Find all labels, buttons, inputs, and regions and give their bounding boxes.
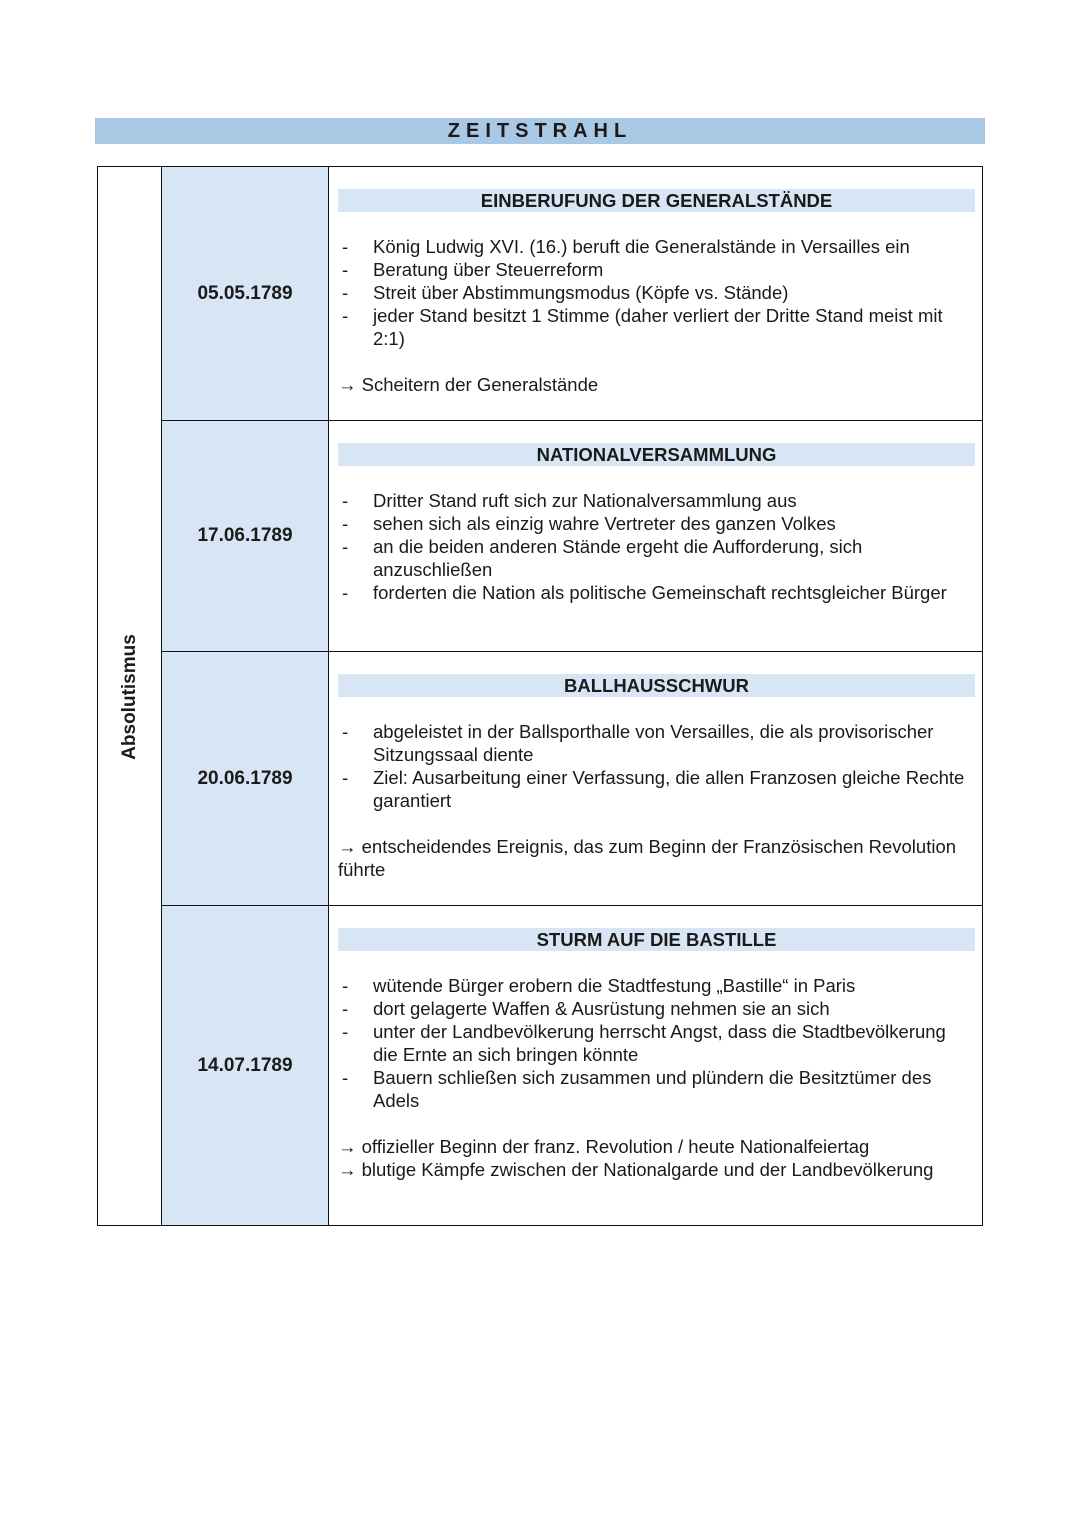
conclusion-line: → blutige Kämpfe zwischen der Nationalgarde und der Landbevölkerung [338, 1159, 934, 1180]
event-content [329, 906, 982, 1225]
era-column [98, 167, 162, 1225]
event-content [329, 421, 982, 651]
timeline-table [97, 166, 983, 1226]
conclusion-line: → Scheitern der Generalstände [338, 374, 599, 395]
event-points [338, 489, 975, 604]
event-date: 14.07.1789 [162, 906, 329, 1225]
event-content [329, 652, 982, 905]
list-item: - König Ludwig XVI. (16.) beruft die Generalstände in Versailles ein [338, 235, 975, 258]
list-item: - Bauern schließen sich zusammen und plündern die Besitztümer des Adels [338, 1066, 975, 1112]
event-points [338, 720, 975, 812]
event-points [338, 235, 975, 350]
event-conclusion [338, 835, 975, 881]
list-item: - Ziel: Ausarbeitung einer Verfassung, die allen Franzosen gleiche Rechte garantiert [338, 766, 975, 812]
list-item: - Streit über Abstimmungsmodus (Köpfe vs. Stände) [338, 281, 975, 304]
page-title: ZEITSTRAHL [95, 118, 985, 144]
event-conclusion [338, 1135, 975, 1181]
event-date: 20.06.1789 [162, 652, 329, 905]
list-item: - dort gelagerte Waffen & Ausrüstung nehmen sie an sich [338, 997, 975, 1020]
event-points [338, 974, 975, 1112]
list-item: - Beratung über Steuerreform [338, 258, 975, 281]
event-heading: EINBERUFUNG DER GENERALSTÄNDE [338, 189, 975, 212]
event-heading: STURM AUF DIE BASTILLE [338, 928, 975, 951]
event-date: 05.05.1789 [162, 167, 329, 420]
conclusion-line: → offizieller Beginn der franz. Revolution / heute Nationalfeiertag [338, 1136, 870, 1157]
event-row [162, 167, 982, 420]
event-content [329, 167, 982, 420]
event-row [162, 905, 982, 1225]
list-item: - wütende Bürger erobern die Stadtfestung „Bastille“ in Paris [338, 974, 975, 997]
event-conclusion [338, 373, 975, 396]
list-item: - abgeleistet in der Ballsporthalle von Versailles, die als provisorischer Sitzungssaal diente [338, 720, 975, 766]
event-heading: NATIONALVERSAMMLUNG [338, 443, 975, 466]
conclusion-line: → entscheidendes Ereignis, das zum Beginn der Französischen Revolution führte [338, 836, 957, 880]
event-heading: BALLHAUSSCHWUR [338, 674, 975, 697]
list-item: - jeder Stand besitzt 1 Stimme (daher verliert der Dritte Stand meist mit 2:1) [338, 304, 975, 350]
list-item: - Dritter Stand ruft sich zur Nationalversammlung aus [338, 489, 975, 512]
list-item: - forderten die Nation als politische Gemeinschaft rechtsgleicher Bürger [338, 581, 975, 604]
era-label: Absolutismus [119, 634, 140, 760]
list-item: - sehen sich als einzig wahre Vertreter des ganzen Volkes [338, 512, 975, 535]
list-item: - an die beiden anderen Stände ergeht die Aufforderung, sich anzuschließen [338, 535, 975, 581]
event-date: 17.06.1789 [162, 421, 329, 651]
list-item: - unter der Landbevölkerung herrscht Angst, dass die Stadtbevölkerung die Ernte an sich bringen könnte [338, 1020, 975, 1066]
event-row [162, 651, 982, 905]
event-row [162, 420, 982, 651]
